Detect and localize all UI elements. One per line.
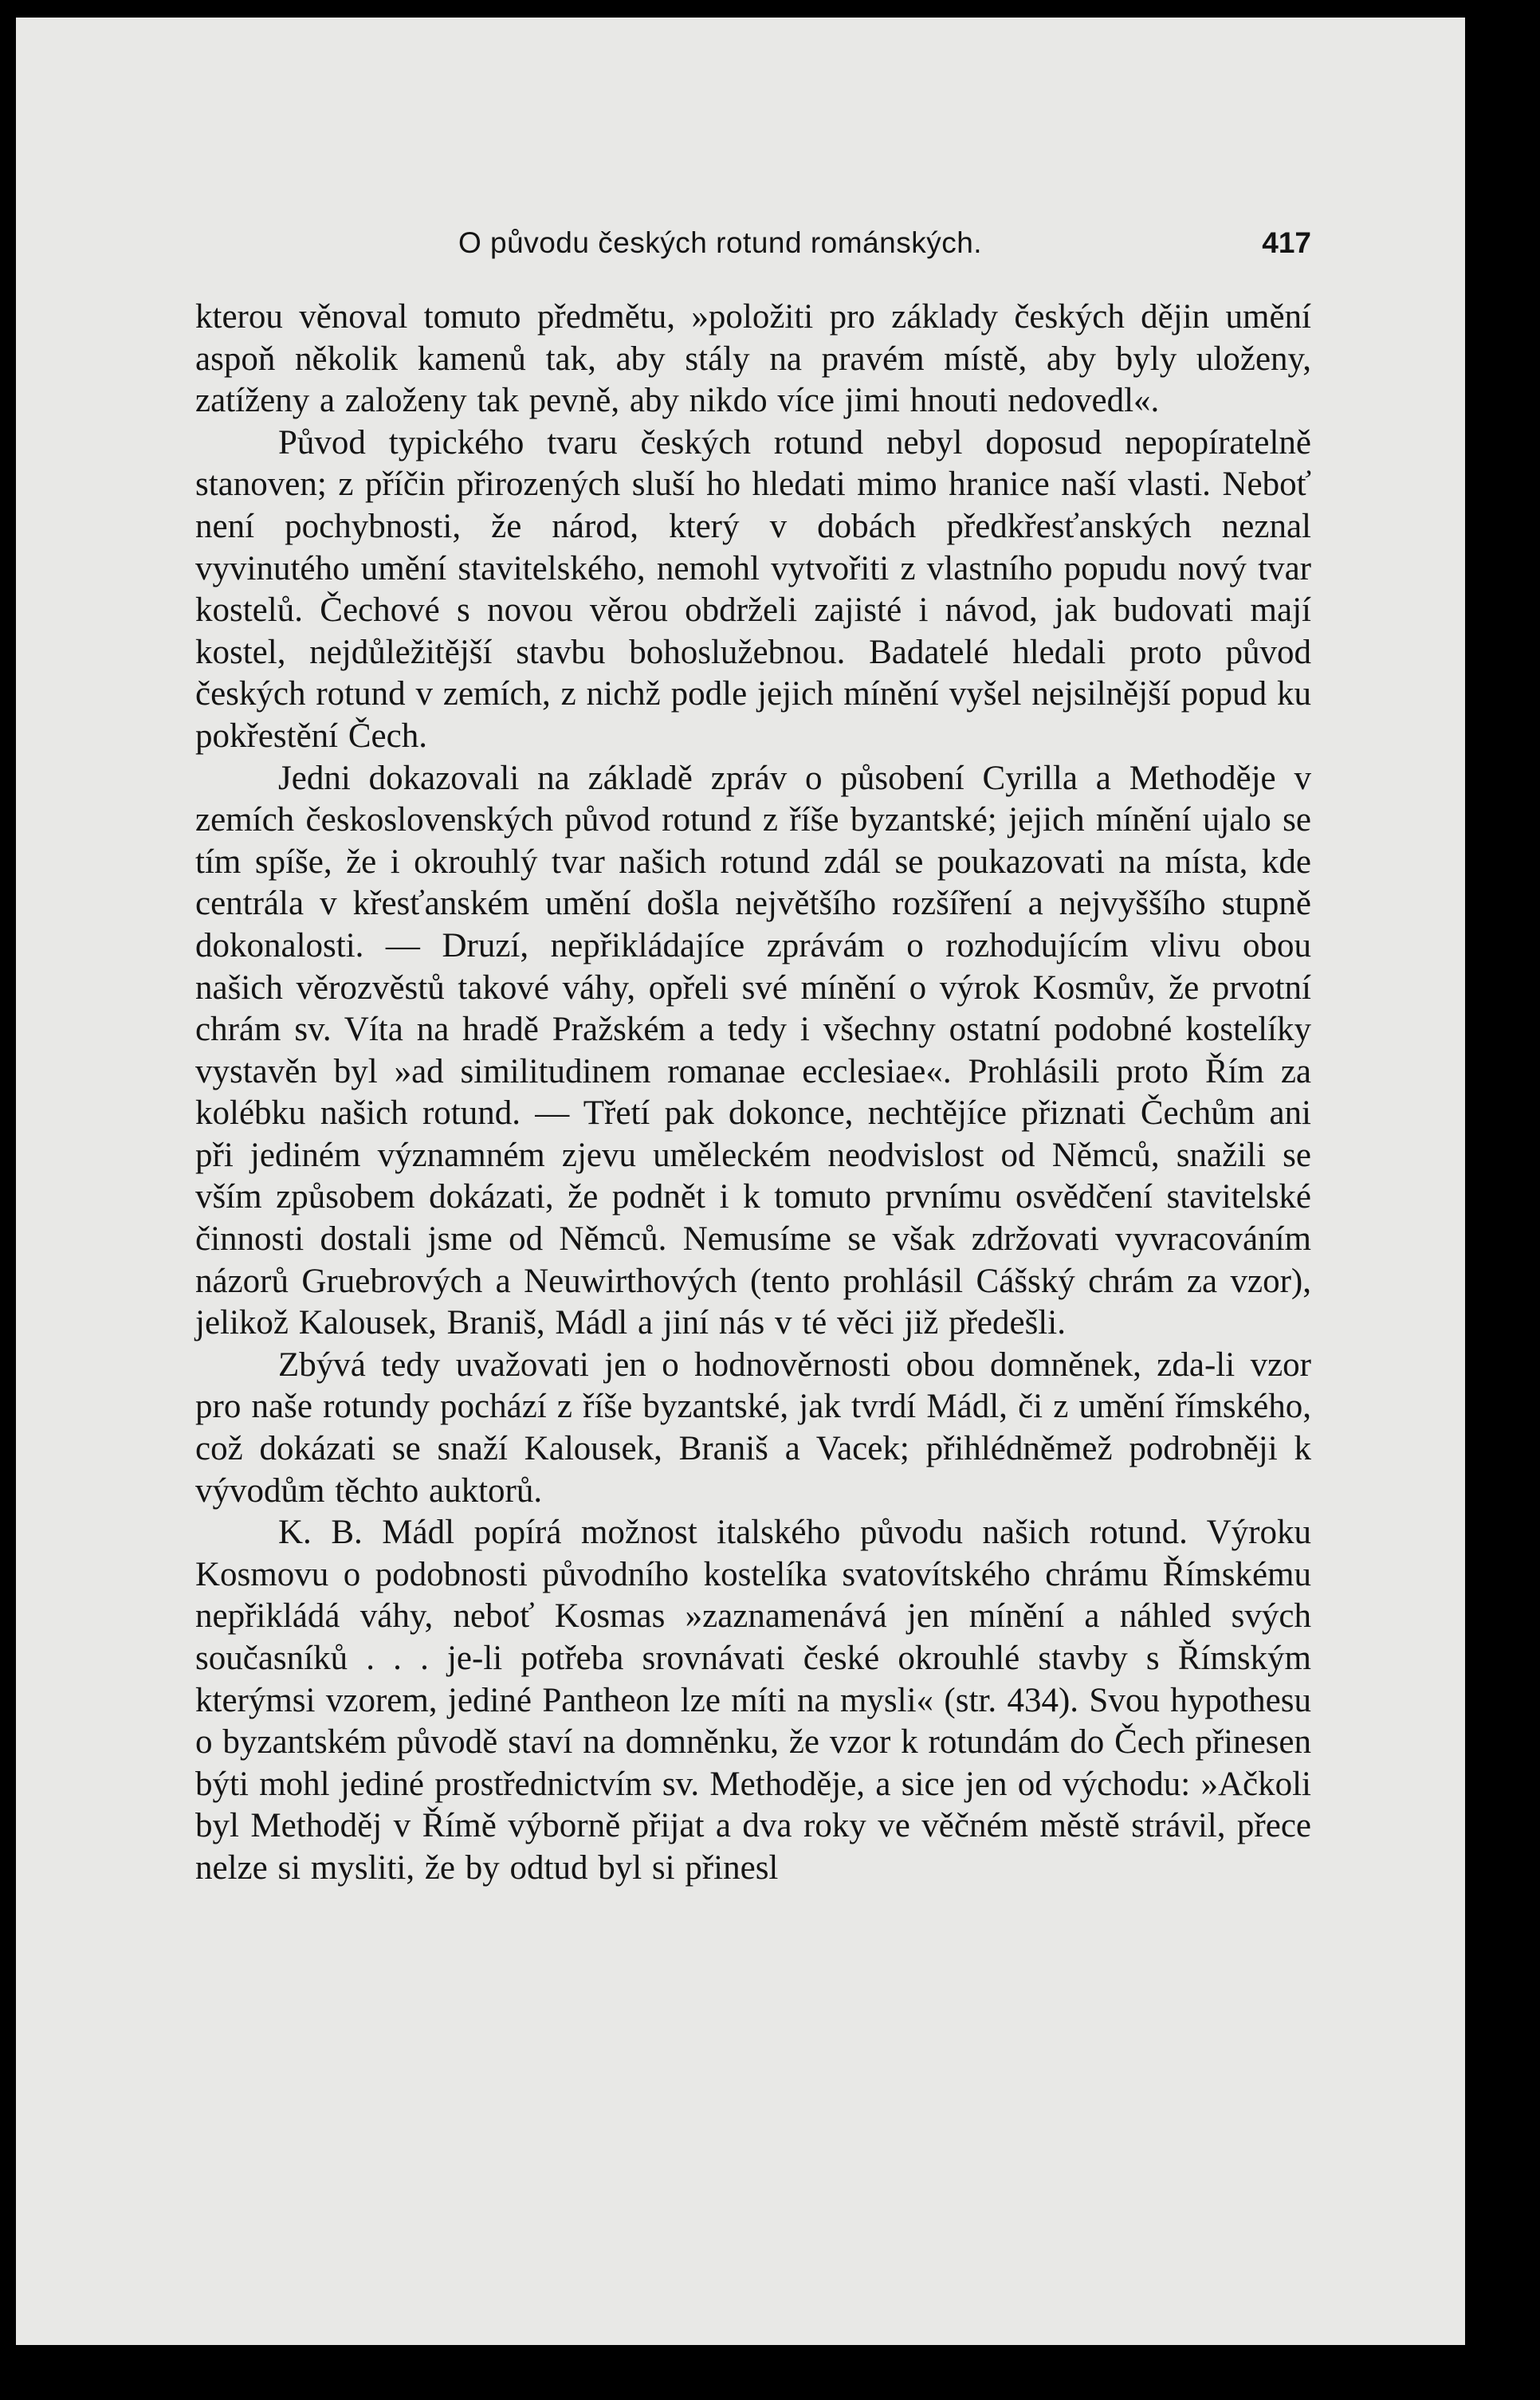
running-head-title: O původu českých rotund románských.: [458, 226, 983, 259]
book-page: [195, 226, 1311, 1890]
scanned-page: [16, 18, 1465, 2345]
paragraph-1: kterou věnoval tomuto předmětu, »položiti pro základy českých dějin umění aspoň několik kamenů tak, aby stály na pravém místě, aby byly uloženy, zatíženy a založeny tak pevně, aby nikdo více jimi hnouti nedovedl«.: [195, 298, 1311, 420]
paragraph-5: K. B. Mádl popírá možnost italského původu našich rotund. Výroku Kosmovu o podobnosti původního kostelíka svatovítského chrámu Římskému nepřikládá váhy, neboť Kosmas »zaznamenává jen mínění a náhled svých současníků . . . je-li potřeba srovnávati české okrouhlé stavby s Římským kterýmsi vzorem, jediné Pantheon lze míti na mysli« (str. 434). Svou hypothesu o byzantském původě staví na domněnku, že vzor k rotundám do Čech přinesen býti mohl jediné prostřednictvím sv. Methoděje, a sice jen od východu: »Ačkoli byl Methoděj v Římě výborně přijat a dva roky ve věčném městě strávil, přece nelze si mysliti, že by odtud byl si přinesl: [195, 1514, 1311, 1887]
running-head: [195, 226, 1311, 282]
body-text: [195, 297, 1311, 1890]
paragraph-2: Původ typického tvaru českých rotund nebyl doposud nepopíratelně stanoven; z příčin přirozených sluší ho hledati mimo hranice naší vlasti. Neboť není pochybnosti, že národ, který v dobách předkřesťanských neznal vyvinutého umění stavitelského, nemohl vytvořiti z vlastního popudu nový tvar kostelů. Čechové s novou věrou obdrželi zajisté i návod, jak budovati mají kostel, nejdůležitější stavbu bohoslužebnou. Badatelé hledali proto původ českých rotund v zemích, z nichž podle jejich mínění vyšel nejsilnější popud ku pokřestění Čech.: [195, 423, 1311, 755]
page-number: 417: [1262, 226, 1311, 259]
paragraph-3: Jedni dokazovali na základě zpráv o působení Cyrilla a Methoděje v zemích československých původ rotund z říše byzantské; jejich mínění ujalo se tím spíše, že i okrouhlý tvar našich rotund zdál se poukazovati na místa, kde centrála v křesťanském umění došla největšího rozšíření a nejvyššího stupně dokonalosti. — Druzí, nepřikládajíce zprávám o rozhodujícím vlivu obou našich věrozvěstů takové váhy, opřeli své mínění o výrok Kosmův, že prvotní chrám sv. Víta na hradě Pražském a tedy i všechny ostatní podobné kostelíky vystavěn byl »ad similitudinem romanae ecclesiae«. Prohlásili proto Řím za kolébku našich rotund. — Třetí pak dokonce, nechtějíce přiznati Čechům ani při jediném významném zjevu uměleckém neodvislost od Němců, snažili se vším způsobem dokázati, že podnět i k tomuto prvnímu osvědčení stavitelské činnosti dostali jsme od Němců. Nemusíme se však zdržovati vyvracováním názorů Gruebrových a Neuwirthových (tento prohlásil Cášský chrám za vzor), jelikož Kalousek, Braniš, Mádl a jiní nás v té věci již předešli.: [195, 759, 1311, 1342]
paragraph-4: Zbývá tedy uvažovati jen o hodnověrnosti obou domněnek, zda-li vzor pro naše rotundy pochází z říše byzantské, jak tvrdí Mádl, či z umění římského, což dokázati se snaží Kalousek, Braniš a Vacek; přihlédněmež podrobněji k vývodům těchto auktorů.: [195, 1345, 1311, 1510]
